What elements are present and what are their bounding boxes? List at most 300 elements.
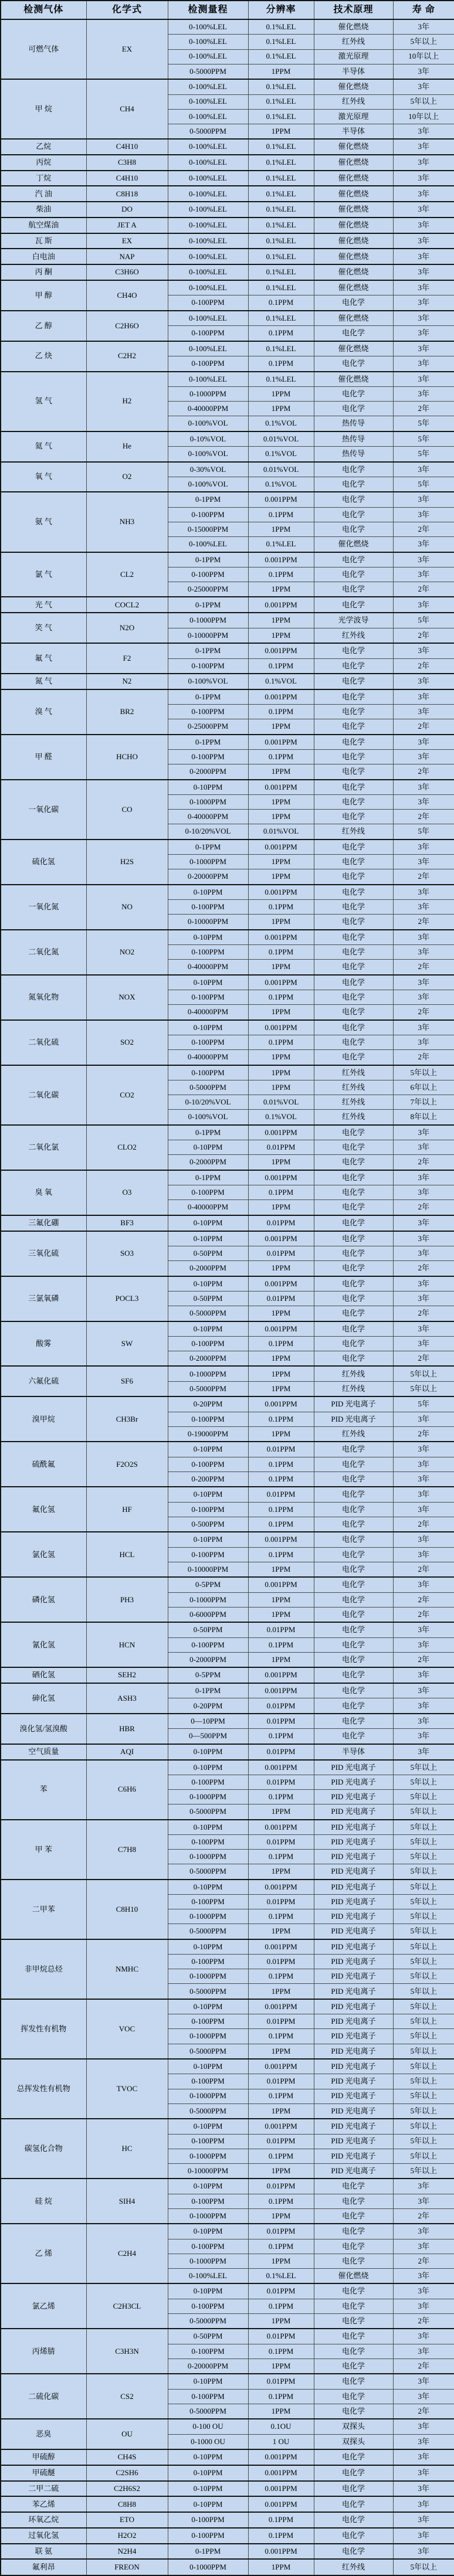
range-cell: 0-1000PPM (168, 1850, 248, 1864)
table-row (1, 492, 454, 507)
principle-cell: PID 光电离子 (314, 1864, 393, 1880)
gas-name-cell: 二氧化氯 (1, 1125, 86, 1170)
resolution-cell: 0.1%LEL (248, 218, 314, 233)
range-cell: 0-2000PPM (168, 1261, 248, 1276)
gas-name-cell: 氰化氢 (1, 1622, 86, 1667)
principle-cell: 热传导 (314, 431, 393, 447)
principle-cell: PID 光电离子 (314, 1775, 393, 1789)
range-cell: 0-100PPM (168, 1065, 248, 1080)
resolution-cell: 1PPM (248, 869, 314, 885)
principle-cell: 电化学 (314, 1457, 393, 1471)
formula-cell: CLO2 (86, 1125, 168, 1170)
range-cell: 0-100PPM (168, 750, 248, 764)
lifespan-cell: 3年 (393, 2344, 454, 2358)
range-cell: 0—10PPM (168, 1714, 248, 1729)
lifespan-cell: 5年 (393, 447, 454, 462)
resolution-cell: 1PPM (248, 1804, 314, 1820)
range-cell: 0-1PPM (168, 552, 248, 567)
resolution-cell: 0.001PPM (248, 1020, 314, 1035)
lifespan-cell: 3年 (393, 840, 454, 855)
gas-name-cell: 挥发性有机物 (1, 1999, 86, 2059)
principle-cell: 电化学 (314, 387, 393, 402)
range-cell: 0-10000PPM (168, 2163, 248, 2179)
principle-cell: 电化学 (314, 885, 393, 900)
resolution-cell: 0.1%LEL (248, 49, 314, 64)
principle-cell: 电化学 (314, 1155, 393, 1170)
principle-cell: 催化燃烧 (314, 155, 393, 171)
principle-cell: 电化学 (314, 1215, 393, 1231)
table-row (1, 2119, 454, 2134)
lifespan-cell: 3年 (393, 372, 454, 387)
lifespan-cell: 3年 (393, 597, 454, 613)
resolution-cell: 0.01PPM (248, 1291, 314, 1306)
range-cell: 0-1PPM (168, 643, 248, 658)
range-cell: 0-2000PPM (168, 1155, 248, 1170)
principle-cell: PID 光电离子 (314, 2089, 393, 2103)
range-cell: 0-10PPM (168, 2465, 248, 2481)
lifespan-cell: 3年 (393, 2299, 454, 2313)
formula-cell: VOC (86, 1999, 168, 2059)
resolution-cell: 1PPM (248, 795, 314, 810)
lifespan-cell: 2年 (393, 658, 454, 674)
gas-name-cell: 碳氢化合物 (1, 2119, 86, 2179)
table-row (1, 264, 454, 280)
principle-cell: 电化学 (314, 945, 393, 960)
principle-cell: 电化学 (314, 2496, 393, 2512)
lifespan-cell: 3年 (393, 2496, 454, 2512)
range-cell: 0-10PPM (168, 1442, 248, 1457)
table-row (1, 1667, 454, 1683)
lifespan-cell: 3年 (393, 356, 454, 372)
gas-name-cell: 氦 气 (1, 431, 86, 462)
formula-cell: H2O2 (86, 2528, 168, 2544)
lifespan-cell: 3年 (393, 1321, 454, 1337)
resolution-cell: 0.1%LEL (248, 94, 314, 109)
range-cell: 0-10PPM (168, 2224, 248, 2239)
range-cell: 0-100%LEL (168, 94, 248, 109)
lifespan-cell: 10年以上 (393, 109, 454, 124)
principle-cell: 电化学 (314, 1667, 393, 1683)
lifespan-cell: 5年以上 (393, 1835, 454, 1850)
lifespan-cell: 3年 (393, 1125, 454, 1140)
range-cell: 0-50PPM (168, 1291, 248, 1306)
principle-cell: PID 光电离子 (314, 1969, 393, 1984)
range-cell: 0-15000PPM (168, 522, 248, 536)
principle-cell: 电化学 (314, 674, 393, 689)
formula-cell: C2SH6 (86, 2465, 168, 2481)
formula-cell: C4H10 (86, 171, 168, 186)
range-cell: 0-100PPM (168, 2134, 248, 2149)
range-cell: 0-100PPM (168, 2194, 248, 2208)
gas-name-cell: 联 氨 (1, 2544, 86, 2560)
lifespan-cell: 5年以上 (393, 1999, 454, 2014)
principle-cell: 热传导 (314, 447, 393, 462)
gas-name-cell: 一氧化碳 (1, 780, 86, 840)
formula-cell: BF3 (86, 1215, 168, 1231)
formula-cell: HCHO (86, 735, 168, 780)
resolution-cell: 1PPM (248, 2163, 314, 2179)
lifespan-cell: 3年 (393, 462, 454, 477)
formula-cell: HC (86, 2119, 168, 2179)
resolution-cell: 1PPM (248, 1261, 314, 1276)
range-cell: 0-5000PPM (168, 1306, 248, 1321)
lifespan-cell: 2年 (393, 810, 454, 824)
resolution-cell: 0.1%LEL (248, 2268, 314, 2283)
resolution-cell: 1PPM (248, 1652, 314, 1667)
column-header: 分辨率 (248, 1, 314, 19)
principle-cell: PID 光电离子 (314, 1924, 393, 1939)
principle-cell: 热传导 (314, 416, 393, 431)
lifespan-cell: 5年以上 (393, 2059, 454, 2074)
resolution-cell: 0.1PPM (248, 900, 314, 915)
principle-cell: 电化学 (314, 2544, 393, 2560)
range-cell: 0-1000PPM (168, 1790, 248, 1804)
resolution-cell: 0.01PPM (248, 1744, 314, 1760)
lifespan-cell: 2年 (393, 719, 454, 735)
resolution-cell: 1PPM (248, 1864, 314, 1880)
range-cell: 0-10PPM (168, 2059, 248, 2074)
formula-cell: ETO (86, 2512, 168, 2528)
formula-cell: C2H4 (86, 2224, 168, 2283)
range-cell: 0-100PPM (168, 2239, 248, 2254)
resolution-cell: 1PPM (248, 628, 314, 643)
table-row (1, 1683, 454, 1698)
table-row (1, 2465, 454, 2481)
resolution-cell: 0.01PPM (248, 1714, 314, 1729)
principle-cell: 电化学 (314, 855, 393, 869)
principle-cell: PID 光电离子 (314, 1999, 393, 2014)
lifespan-cell: 3年 (393, 2544, 454, 2560)
resolution-cell: 0.01PPM (248, 2074, 314, 2089)
range-cell: 0-5000PPM (168, 1984, 248, 1999)
principle-cell: 电化学 (314, 2465, 393, 2481)
lifespan-cell: 3年 (393, 1637, 454, 1652)
formula-cell: He (86, 431, 168, 462)
principle-cell: 电化学 (314, 492, 393, 507)
lifespan-cell: 3年 (393, 750, 454, 764)
principle-cell: 电化学 (314, 462, 393, 477)
principle-cell: 电化学 (314, 719, 393, 735)
resolution-cell: 0.1%VOL (248, 477, 314, 492)
table-row (1, 1231, 454, 1246)
table-row (1, 674, 454, 689)
resolution-cell: 1PPM (248, 1381, 314, 1396)
formula-cell: SW (86, 1321, 168, 1367)
lifespan-cell: 3年 (393, 2194, 454, 2208)
principle-cell: 电化学 (314, 810, 393, 824)
principle-cell: 电化学 (314, 1020, 393, 1035)
lifespan-cell: 2年 (393, 1306, 454, 1321)
lifespan-cell: 3年 (393, 674, 454, 689)
principle-cell: 催化燃烧 (314, 202, 393, 218)
resolution-cell: 0.01%VOL (248, 462, 314, 477)
principle-cell: 双探头 (314, 2419, 393, 2434)
resolution-cell: 0.001PPM (248, 597, 314, 613)
gas-name-cell: 臭 氧 (1, 1170, 86, 1215)
principle-cell: 电化学 (314, 1547, 393, 1562)
lifespan-cell: 3年 (393, 124, 454, 139)
gas-name-cell: 二氧化硫 (1, 1020, 86, 1065)
resolution-cell: 0.1PPM (248, 1547, 314, 1562)
resolution-cell: 1PPM (248, 810, 314, 824)
principle-cell: 电化学 (314, 2404, 393, 2419)
principle-cell: PID 光电离子 (314, 2074, 393, 2089)
resolution-cell: 0.001PPM (248, 2059, 314, 2074)
resolution-cell: 0.1%LEL (248, 79, 314, 94)
principle-cell: 红外线 (314, 1381, 393, 1396)
principle-cell: 电化学 (314, 1276, 393, 1292)
principle-cell: 半导体 (314, 1744, 393, 1760)
lifespan-cell: 3年 (393, 19, 454, 35)
principle-cell: 电化学 (314, 1442, 393, 1457)
range-cell: 0-10PPM (168, 1744, 248, 1760)
principle-cell: PID 光电离子 (314, 1820, 393, 1835)
table-row (1, 2544, 454, 2560)
formula-cell: DO (86, 202, 168, 218)
formula-cell: NO2 (86, 930, 168, 975)
principle-cell: 电化学 (314, 2179, 393, 2194)
gas-name-cell: 三氟化硼 (1, 1215, 86, 1231)
lifespan-cell: 3年 (393, 326, 454, 341)
lifespan-cell: 5年以上 (393, 35, 454, 49)
range-cell: 0-100PPM (168, 2528, 248, 2544)
range-cell: 0-5000PPM (168, 64, 248, 79)
formula-cell: PH3 (86, 1577, 168, 1622)
table-row (1, 1714, 454, 1729)
formula-cell: C3H6O (86, 264, 168, 280)
resolution-cell: 0.01PPM (248, 1487, 314, 1502)
lifespan-cell: 3年 (393, 139, 454, 155)
resolution-cell: 1PPM (248, 855, 314, 869)
formula-cell: N2O (86, 613, 168, 643)
resolution-cell: 0.01PPM (248, 1698, 314, 1714)
resolution-cell: 1PPM (248, 2254, 314, 2268)
formula-cell: HF (86, 1487, 168, 1532)
resolution-cell: 0.1%LEL (248, 171, 314, 186)
resolution-cell: 1PPM (248, 1005, 314, 1020)
formula-cell: NMHC (86, 1939, 168, 1999)
principle-cell: 电化学 (314, 1487, 393, 1502)
principle-cell: 电化学 (314, 402, 393, 416)
lifespan-cell: 5年以上 (393, 1760, 454, 1775)
lifespan-cell: 2年 (393, 1261, 454, 1276)
range-cell: 0-100%LEL (168, 186, 248, 202)
gas-name-cell: 光 气 (1, 597, 86, 613)
lifespan-cell: 3年 (393, 171, 454, 186)
lifespan-cell: 3年 (393, 218, 454, 233)
principle-cell: 电化学 (314, 780, 393, 795)
resolution-cell: 0.001PPM (248, 552, 314, 567)
lifespan-cell: 3年 (393, 795, 454, 810)
resolution-cell: 0.1PPM (248, 295, 314, 311)
lifespan-cell: 5年 (393, 416, 454, 431)
resolution-cell: 0.1PPM (248, 2029, 314, 2044)
resolution-cell: 0.1%LEL (248, 280, 314, 295)
table-row (1, 79, 454, 94)
principle-cell: 电化学 (314, 900, 393, 915)
range-cell: 0-100 OU (168, 2419, 248, 2434)
resolution-cell: 0.1%LEL (248, 233, 314, 249)
resolution-cell: 0.01PPM (248, 2014, 314, 2029)
lifespan-cell: 3年 (393, 780, 454, 795)
lifespan-cell: 3年 (393, 2465, 454, 2481)
range-cell: 0-100%LEL (168, 537, 248, 552)
table-row (1, 2496, 454, 2512)
range-cell: 0-100PPM (168, 1637, 248, 1652)
gas-name-cell: 氯化氢 (1, 1532, 86, 1577)
lifespan-cell: 2年 (393, 2358, 454, 2374)
lifespan-cell: 5年以上 (393, 2044, 454, 2059)
resolution-cell: 1PPM (248, 764, 314, 780)
lifespan-cell: 3年 (393, 2512, 454, 2528)
principle-cell: 电化学 (314, 2374, 393, 2389)
lifespan-cell: 3年 (393, 295, 454, 311)
table-row (1, 1065, 454, 1080)
resolution-cell: 0.1PPM (248, 1471, 314, 1487)
gas-name-cell: 二甲二硫 (1, 2481, 86, 2497)
resolution-cell: 0.01PPM (248, 2224, 314, 2239)
resolution-cell: 1PPM (248, 915, 314, 930)
gas-name-cell: 一氧化氮 (1, 885, 86, 930)
range-cell: 0-10PPM (168, 2374, 248, 2389)
resolution-cell: 0.001PPM (248, 930, 314, 945)
resolution-cell: 0.01PPM (248, 1955, 314, 1969)
formula-cell: C3H3N (86, 2329, 168, 2374)
lifespan-cell: 3年 (393, 975, 454, 990)
lifespan-cell: 5年以上 (393, 2149, 454, 2163)
principle-cell: 电化学 (314, 2283, 393, 2299)
principle-cell: 催化燃烧 (314, 537, 393, 552)
formula-cell: C2H6S2 (86, 2481, 168, 2497)
table-row (1, 2419, 454, 2434)
principle-cell: 电化学 (314, 975, 393, 990)
range-cell: 0-40000PPM (168, 1050, 248, 1065)
formula-cell: C2H2 (86, 341, 168, 372)
resolution-cell: 0.01PPM (248, 2283, 314, 2299)
resolution-cell: 0.001PPM (248, 1125, 314, 1140)
lifespan-cell: 5年以上 (393, 1924, 454, 1939)
principle-cell: 电化学 (314, 1698, 393, 1714)
formula-cell: HBR (86, 1714, 168, 1744)
lifespan-cell: 3年 (393, 2329, 454, 2344)
lifespan-cell: 3年 (393, 1442, 454, 1457)
lifespan-cell: 3年 (393, 1170, 454, 1185)
resolution-cell: 0.1%LEL (248, 139, 314, 155)
range-cell: 0-1PPM (168, 1683, 248, 1698)
resolution-cell: 0.1PPM (248, 2194, 314, 2208)
resolution-cell: 1PPM (248, 1924, 314, 1939)
range-cell: 0-5000PPM (168, 1924, 248, 1939)
principle-cell: 电化学 (314, 2194, 393, 2208)
table-row (1, 689, 454, 705)
resolution-cell: 0.1OU (248, 2419, 314, 2434)
principle-cell: 催化燃烧 (314, 19, 393, 35)
table-row (1, 1396, 454, 1412)
lifespan-cell: 2年 (393, 915, 454, 930)
range-cell: 0-100%VOL (168, 416, 248, 431)
principle-cell: 电化学 (314, 2358, 393, 2374)
range-cell: 0-6000PPM (168, 1607, 248, 1622)
resolution-cell: 0.1PPM (248, 1637, 314, 1652)
lifespan-cell: 2年 (393, 960, 454, 975)
lifespan-cell: 3年 (393, 1667, 454, 1683)
lifespan-cell: 3年 (393, 1714, 454, 1729)
principle-cell: 电化学 (314, 1622, 393, 1637)
principle-cell: 电化学 (314, 658, 393, 674)
range-cell: 0-2000PPM (168, 1652, 248, 1667)
principle-cell: 催化燃烧 (314, 139, 393, 155)
lifespan-cell: 3年 (393, 1231, 454, 1246)
resolution-cell: 0.1PPM (248, 705, 314, 719)
resolution-cell: 1PPM (248, 1562, 314, 1577)
principle-cell: 电化学 (314, 735, 393, 750)
resolution-cell: 0.001PPM (248, 2481, 314, 2497)
range-cell: 0-30%VOL (168, 462, 248, 477)
lifespan-cell: 2年 (393, 1050, 454, 1065)
range-cell: 0-10PPM (168, 1999, 248, 2014)
range-cell: 0-10PPM (168, 1880, 248, 1895)
gas-name-cell: 笑 气 (1, 613, 86, 643)
principle-cell: 红外线 (314, 1110, 393, 1125)
lifespan-cell: 5年以上 (393, 2119, 454, 2134)
lifespan-cell: 3年 (393, 2224, 454, 2239)
principle-cell: 电化学 (314, 840, 393, 855)
resolution-cell: 0.1PPM (248, 2528, 314, 2544)
lifespan-cell: 2年 (393, 1607, 454, 1622)
lifespan-cell: 3年 (393, 2179, 454, 2194)
resolution-cell: 0.1PPM (248, 1502, 314, 1517)
resolution-cell: 0.001PPM (248, 1276, 314, 1292)
principle-cell: PID 光电离子 (314, 1939, 393, 1955)
principle-cell: 电化学 (314, 2313, 393, 2329)
lifespan-cell: 5年以上 (393, 1939, 454, 1955)
gas-name-cell: 氢 气 (1, 372, 86, 431)
lifespan-cell: 5年以上 (393, 1984, 454, 1999)
column-header: 寿 命 (393, 1, 454, 19)
lifespan-cell: 3年 (393, 1502, 454, 1517)
range-cell: 0-10PPM (168, 780, 248, 795)
resolution-cell: 1PPM (248, 1050, 314, 1065)
formula-cell: EX (86, 233, 168, 249)
range-cell: 0-10PPM (168, 1231, 248, 1246)
resolution-cell: 0.1PPM (248, 356, 314, 372)
resolution-cell: 0.01%VOL (248, 431, 314, 447)
principle-cell: 电化学 (314, 1231, 393, 1246)
principle-cell: PID 光电离子 (314, 1955, 393, 1969)
formula-cell: SEH2 (86, 1667, 168, 1683)
formula-cell: OU (86, 2419, 168, 2449)
range-cell: 0-100%LEL (168, 49, 248, 64)
range-cell: 0-1PPM (168, 689, 248, 705)
lifespan-cell: 3年 (393, 885, 454, 900)
gas-name-cell: 恶臭 (1, 2419, 86, 2449)
lifespan-cell: 3年 (393, 1035, 454, 1050)
range-cell: 0-1000PPM (168, 2208, 248, 2224)
resolution-cell: 0.1%LEL (248, 19, 314, 35)
table-row (1, 2559, 454, 2575)
table-row (1, 1170, 454, 1185)
range-cell: 0-100%LEL (168, 311, 248, 326)
range-cell: 0-50PPM (168, 1246, 248, 1260)
lifespan-cell: 3年 (393, 2239, 454, 2254)
gas-name-cell: 氯乙烯 (1, 2283, 86, 2329)
principle-cell: 激光原理 (314, 109, 393, 124)
principle-cell: 电化学 (314, 1351, 393, 1367)
lifespan-cell: 3年 (393, 2528, 454, 2544)
principle-cell: 电化学 (314, 1321, 393, 1337)
gas-name-cell: 氨 气 (1, 492, 86, 552)
lifespan-cell: 2年 (393, 522, 454, 536)
